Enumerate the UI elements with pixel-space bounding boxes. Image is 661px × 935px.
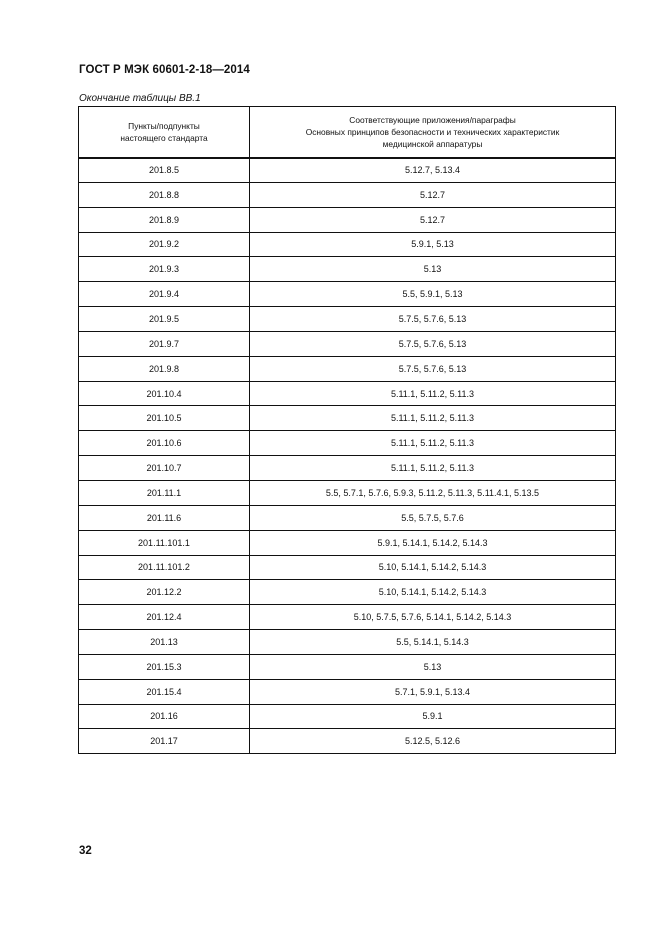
table-row (79, 654, 616, 679)
column-header-clauses (79, 107, 250, 158)
table-row (79, 456, 616, 481)
table-row (79, 480, 616, 505)
table-body (79, 158, 616, 754)
table-row (79, 158, 616, 183)
references-cell: 5.11.1, 5.11.2, 5.11.3 (250, 456, 616, 481)
references-cell: 5.12.5, 5.12.6 (250, 729, 616, 754)
table-row (79, 630, 616, 655)
table-row (79, 555, 616, 580)
table-row (79, 679, 616, 704)
clause-cell: 201.9.8 (79, 356, 250, 381)
references-cell: 5.13 (250, 257, 616, 282)
clause-cell: 201.15.3 (79, 654, 250, 679)
references-cell: 5.10, 5.14.1, 5.14.2, 5.14.3 (250, 580, 616, 605)
references-cell: 5.9.1, 5.14.1, 5.14.2, 5.14.3 (250, 530, 616, 555)
clause-cell: 201.9.4 (79, 282, 250, 307)
references-cell: 5.11.1, 5.11.2, 5.11.3 (250, 431, 616, 456)
table-row (79, 729, 616, 754)
clause-cell: 201.10.5 (79, 406, 250, 431)
table-row (79, 704, 616, 729)
clause-cell: 201.9.3 (79, 257, 250, 282)
column-header-line: Пункты/подпункты (128, 120, 200, 131)
table-row (79, 580, 616, 605)
table-row (79, 331, 616, 356)
page-number: 32 (79, 845, 92, 857)
references-cell: 5.12.7 (250, 182, 616, 207)
clause-cell: 201.15.4 (79, 679, 250, 704)
references-cell: 5.10, 5.14.1, 5.14.2, 5.14.3 (250, 555, 616, 580)
references-cell: 5.10, 5.7.5, 5.7.6, 5.14.1, 5.14.2, 5.14.3 (250, 605, 616, 630)
column-header-references (250, 107, 616, 158)
references-cell: 5.9.1 (250, 704, 616, 729)
column-header-line: настоящего стандарта (120, 132, 208, 143)
table-row (79, 232, 616, 257)
references-cell: 5.5, 5.7.5, 5.7.6 (250, 505, 616, 530)
references-cell: 5.5, 5.14.1, 5.14.3 (250, 630, 616, 655)
references-cell: 5.9.1, 5.13 (250, 232, 616, 257)
table-row (79, 605, 616, 630)
clause-cell: 201.16 (79, 704, 250, 729)
references-cell: 5.5, 5.7.1, 5.7.6, 5.9.3, 5.11.2, 5.11.3, 5.11.4.1, 5.13.5 (250, 480, 616, 505)
clause-cell: 201.8.9 (79, 207, 250, 232)
clause-cell: 201.9.2 (79, 232, 250, 257)
table-row (79, 505, 616, 530)
clause-cell: 201.12.4 (79, 605, 250, 630)
table-row (79, 406, 616, 431)
clause-cell: 201.10.6 (79, 431, 250, 456)
references-cell: 5.7.1, 5.9.1, 5.13.4 (250, 679, 616, 704)
correspondence-table (78, 106, 616, 754)
clause-cell: 201.11.101.1 (79, 530, 250, 555)
table-row (79, 307, 616, 332)
table-row (79, 356, 616, 381)
references-cell: 5.13 (250, 654, 616, 679)
references-cell: 5.7.5, 5.7.6, 5.13 (250, 356, 616, 381)
references-cell: 5.7.5, 5.7.6, 5.13 (250, 307, 616, 332)
column-header-line: медицинской аппаратуры (382, 138, 483, 149)
references-cell: 5.5, 5.9.1, 5.13 (250, 282, 616, 307)
document-header: ГОСТ Р МЭК 60601-2-18—2014 (79, 64, 250, 76)
table-row (79, 530, 616, 555)
table-row (79, 182, 616, 207)
clause-cell: 201.11.1 (79, 480, 250, 505)
references-cell: 5.11.1, 5.11.2, 5.11.3 (250, 381, 616, 406)
clause-cell: 201.17 (79, 729, 250, 754)
column-header-line: Соответствующие приложения/параграфы (349, 114, 516, 125)
table-header-row (79, 107, 616, 158)
clause-cell: 201.11.101.2 (79, 555, 250, 580)
clause-cell: 201.9.5 (79, 307, 250, 332)
clause-cell: 201.8.5 (79, 158, 250, 183)
table-row (79, 257, 616, 282)
references-cell: 5.7.5, 5.7.6, 5.13 (250, 331, 616, 356)
clause-cell: 201.11.6 (79, 505, 250, 530)
clause-cell: 201.10.4 (79, 381, 250, 406)
table-row (79, 381, 616, 406)
references-cell: 5.12.7 (250, 207, 616, 232)
table-row (79, 207, 616, 232)
clause-cell: 201.13 (79, 630, 250, 655)
table-caption: Окончание таблицы ВВ.1 (79, 93, 201, 104)
table-row (79, 282, 616, 307)
clause-cell: 201.9.7 (79, 331, 250, 356)
clause-cell: 201.8.8 (79, 182, 250, 207)
column-header-line: Основных принципов безопасности и технических характеристик (305, 126, 560, 137)
references-cell: 5.11.1, 5.11.2, 5.11.3 (250, 406, 616, 431)
table-row (79, 431, 616, 456)
clause-cell: 201.10.7 (79, 456, 250, 481)
clause-cell: 201.12.2 (79, 580, 250, 605)
references-cell: 5.12.7, 5.13.4 (250, 158, 616, 183)
